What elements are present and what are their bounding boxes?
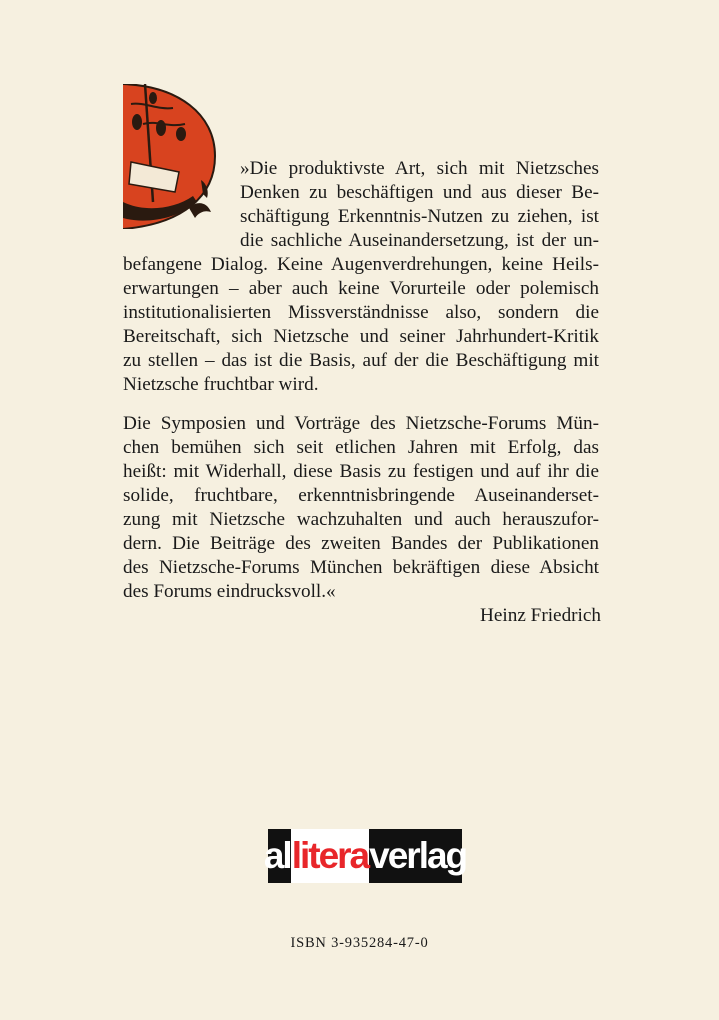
quote-line: zu stellen – das ist die Basis, auf der die Beschäftigung mit [123, 350, 599, 371]
quote-line: institutionalisierten Missverständnisse also, sondern die [123, 302, 599, 323]
logo-part-al: al [263, 835, 291, 876]
quote-line: befangene Dialog. Keine Augenverdrehungen, keine Heils- [123, 254, 599, 275]
quote-line: schäftigung Erkenntnis-Nutzen zu ziehen, ist [240, 206, 599, 227]
quote-line: Nietzsche fruchtbar wird. [123, 374, 319, 395]
paragraph-line: des Nietzsche-Forums München bekräftigen diese Absicht [123, 557, 599, 578]
isbn: ISBN 3-935284-47-0 [290, 935, 429, 951]
quote-line: die sachliche Auseinandersetzung, ist der un- [240, 230, 599, 251]
paragraph-line: des Forums eindrucksvoll.« [123, 581, 336, 602]
publisher-logo [263, 829, 467, 883]
quote-line: »Die produktivste Art, sich mit Nietzsches [240, 158, 599, 179]
quote-line: erwartungen – aber auch keine Vorurteile oder polemisch [123, 278, 599, 299]
signature: Heinz Friedrich [480, 605, 601, 626]
logo-part-litera: litera [291, 829, 369, 883]
quote-line: Denken zu beschäftigen und aus dieser Be- [240, 182, 599, 203]
paragraph-line: solide, fruchtbare, erkenntnisbringende Auseinanderset- [123, 485, 599, 506]
paragraph-line: chen bemühen sich seit etlichen Jahren mit Erfolg, das [123, 437, 599, 458]
greek-vase-emblem-icon [123, 84, 218, 229]
paragraph-line: Die Symposien und Vorträge des Nietzsche-Forums Mün- [123, 413, 599, 434]
paragraph-line: dern. Die Beiträge des zweiten Bandes der Publikationen [123, 533, 599, 554]
paragraph-line: zung mit Nietzsche wachzuhalten und auch herauszufor- [123, 509, 599, 530]
quote-line: Bereitschaft, sich Nietzsche und seiner Jahrhundert-Kritik [123, 326, 599, 347]
logo-part-verlag: verlag [369, 835, 467, 876]
paragraph-line: heißt: mit Widerhall, diese Basis zu festigen und auf ihr die [123, 461, 599, 482]
